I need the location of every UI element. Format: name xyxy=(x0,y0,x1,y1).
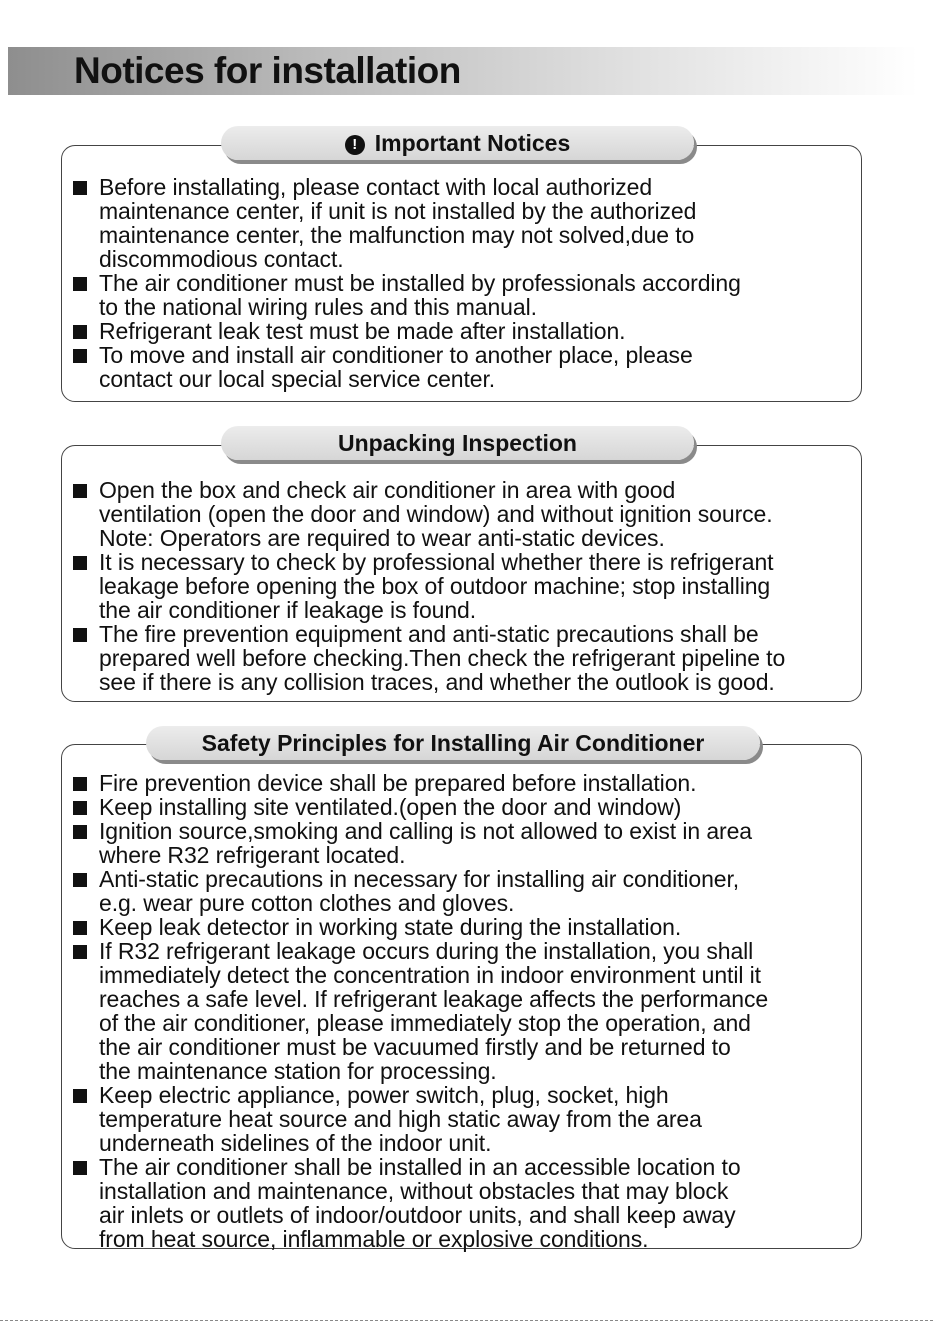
list-item xyxy=(73,343,741,391)
list-item-line: reaches a safe level. If refrigerant leakage affects the performance xyxy=(99,986,769,1012)
list-item-line: the air conditioner if leakage is found. xyxy=(99,597,477,623)
list-item-line: The air conditioner must be installed by professionals according xyxy=(99,270,741,296)
list-item-line: from heat source, inflammable or explosive conditions. xyxy=(99,1226,649,1252)
page-edge-divider xyxy=(0,1320,933,1321)
list-item-line: Keep leak detector in working state during the installation. xyxy=(99,914,682,940)
list-item-line: Ignition source,smoking and calling is not allowed to exist in area xyxy=(99,818,753,844)
list-item-line: air inlets or outlets of indoor/outdoor units, and shall keep away xyxy=(99,1202,736,1228)
list-item xyxy=(73,939,768,1083)
list-item-line: If R32 refrigerant leakage occurs during the installation, you shall xyxy=(99,938,754,964)
list-item-line: underneath sidelines of the indoor unit. xyxy=(99,1130,492,1156)
list-item-line: to the national wiring rules and this manual. xyxy=(99,294,537,320)
list-item-line: ventilation (open the door and window) and without ignition source. xyxy=(99,501,773,527)
list-item-line: To move and install air conditioner to another place, please xyxy=(99,342,693,368)
list-item xyxy=(73,175,741,271)
list-item-line: It is necessary to check by professional whether there is refrigerant xyxy=(99,549,774,575)
list-item-line: Open the box and check air conditioner in area with good xyxy=(99,477,676,503)
exclamation-icon: ! xyxy=(345,135,365,155)
list-item-line: prepared well before checking.Then check the refrigerant pipeline to xyxy=(99,645,786,671)
list-item-line: leakage before opening the box of outdoor machine; stop installing xyxy=(99,573,771,599)
list-item xyxy=(73,771,768,795)
tab-label: Important Notices xyxy=(374,130,571,156)
list-item-line: the air conditioner must be vacuumed firstly and be returned to xyxy=(99,1034,731,1060)
list-item xyxy=(73,271,741,319)
list-item xyxy=(73,1083,768,1155)
list-item-line: Refrigerant leak test must be made after installation. xyxy=(99,318,626,344)
tab-label: Unpacking Inspection xyxy=(338,430,577,456)
list-item xyxy=(73,319,741,343)
list-item-line: Note: Operators are required to wear anti-static devices. xyxy=(99,525,665,551)
list-item-line: contact our local special service center. xyxy=(99,366,496,392)
list-item-line: Anti-static precautions in necessary for installing air conditioner, xyxy=(99,866,740,892)
list-item-line: installation and maintenance, without obstacles that may block xyxy=(99,1178,729,1204)
list-item-line: where R32 refrigerant located. xyxy=(99,842,406,868)
list-item-line: immediately detect the concentration in indoor environment until it xyxy=(99,962,761,988)
list-item xyxy=(73,478,785,550)
important-notices-list xyxy=(73,175,741,391)
list-item xyxy=(73,867,768,915)
list-item-line: Fire prevention device shall be prepared before installation. xyxy=(99,770,697,796)
list-item-line: The fire prevention equipment and anti-static precautions shall be xyxy=(99,621,759,647)
page-title: Notices for installation xyxy=(74,50,461,91)
list-item-line: e.g. wear pure cotton clothes and gloves. xyxy=(99,890,515,916)
list-item xyxy=(73,1155,768,1251)
safety-principles-list xyxy=(73,771,768,1251)
unpacking-inspection-list xyxy=(73,478,785,694)
list-item-line: Before installating, please contact with local authorized xyxy=(99,174,653,200)
list-item-line: maintenance center, if unit is not installed by the authorized xyxy=(99,198,697,224)
list-item-line: Keep electric appliance, power switch, plug, socket, high xyxy=(99,1082,669,1108)
list-item xyxy=(73,819,768,867)
list-item-line: the maintenance station for processing. xyxy=(99,1058,497,1084)
list-item xyxy=(73,622,785,694)
list-item xyxy=(73,915,768,939)
tab-label: Safety Principles for Installing Air Conditioner xyxy=(201,730,705,756)
list-item-line: see if there is any collision traces, and whether the outlook is good. xyxy=(99,669,775,695)
list-item-line: discommodious contact. xyxy=(99,246,344,272)
list-item-line: of the air conditioner, please immediately stop the operation, and xyxy=(99,1010,751,1036)
list-item-line: temperature heat source and high static away from the area xyxy=(99,1106,702,1132)
list-item-line: Keep installing site ventilated.(open the door and window) xyxy=(99,794,682,820)
important-notices-tab xyxy=(221,126,694,160)
unpacking-inspection-tab xyxy=(221,426,694,460)
list-item xyxy=(73,550,785,622)
list-item-line: maintenance center, the malfunction may not solved,due to xyxy=(99,222,695,248)
list-item-line: The air conditioner shall be installed in an accessible location to xyxy=(99,1154,741,1180)
list-item xyxy=(73,795,768,819)
safety-principles-tab xyxy=(146,726,760,760)
